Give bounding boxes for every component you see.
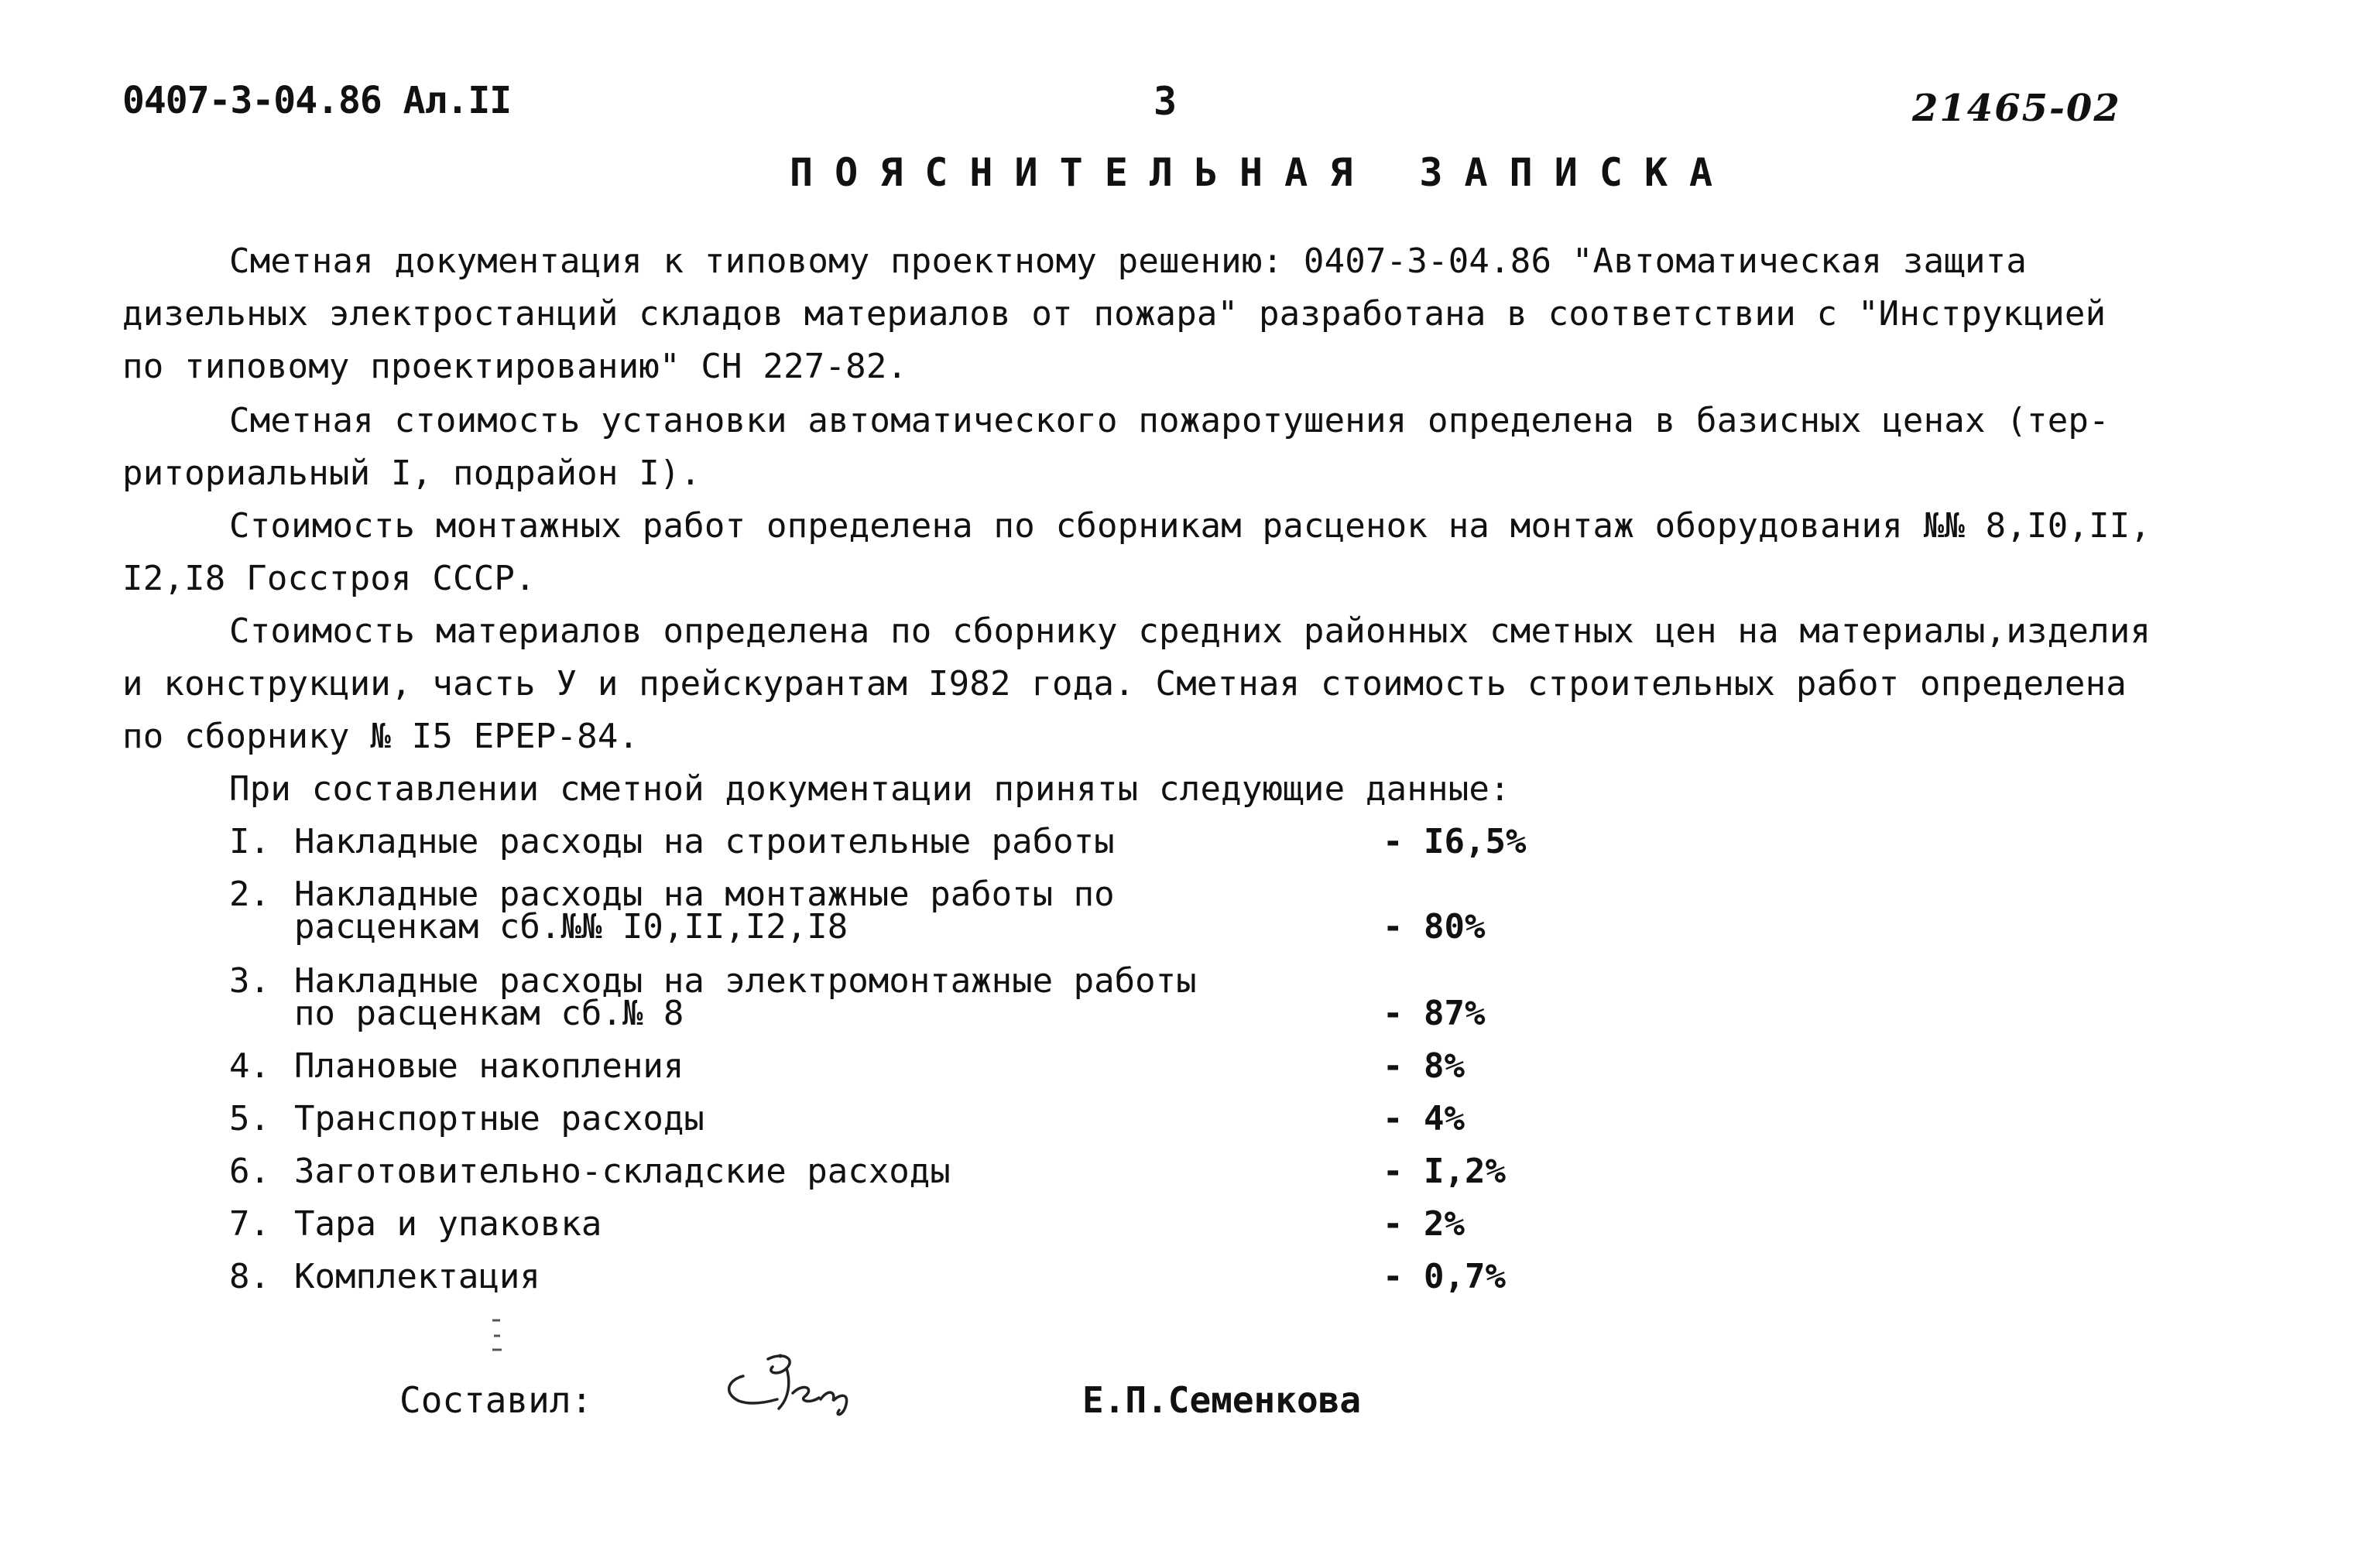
compiler-name: Е.П.Семенкова xyxy=(1082,1379,1362,1421)
paragraph-4-line-3: по сборнику № I5 ЕРЕР-84. xyxy=(122,717,639,756)
list-item-value: - 2% xyxy=(1383,1204,1465,1244)
document-title: ПОЯСНИТЕЛЬНАЯ ЗАПИСКА xyxy=(790,150,1735,195)
list-item-text: Накладные расходы на электромонтажные работы xyxy=(294,961,1197,1001)
list-item-text-continuation: по расценкам сб.№ 8 xyxy=(294,994,684,1033)
archive-number: 21465-02 xyxy=(1912,87,2121,130)
list-item-number: 7. xyxy=(229,1204,270,1244)
compiled-by-label: Составил: xyxy=(399,1379,593,1421)
list-item-value: - 4% xyxy=(1383,1099,1465,1138)
list-item-value: - 0,7% xyxy=(1383,1257,1506,1296)
list-item-value: - 80% xyxy=(1383,907,1486,947)
list-item-value: - I6,5% xyxy=(1383,822,1527,861)
paragraph-2-line-1: Сметная стоимость установки автоматического пожаротушения определена в базисных ценах (тер- xyxy=(229,401,2110,440)
list-item xyxy=(229,1099,1545,1145)
list-item-text: Накладные расходы на строительные работы xyxy=(294,822,1115,861)
list-item xyxy=(229,875,1545,952)
list-item-text: Накладные расходы на монтажные работы по xyxy=(294,875,1115,914)
paragraph-1-line-2: дизельных электростанций складов материалов от пожара" разработана в соответствии с "Инструкцией xyxy=(122,294,2106,334)
list-item-number: 8. xyxy=(229,1257,270,1296)
handwritten-signature xyxy=(712,1345,906,1422)
document-code: 0407-3-04.86 Ал.II xyxy=(122,79,512,122)
list-item xyxy=(229,822,1545,868)
list-item-text: Тара и упаковка xyxy=(294,1204,602,1244)
list-item-text: Комплектация xyxy=(294,1257,540,1296)
scan-mark xyxy=(489,1316,505,1354)
list-item-text: Заготовительно-складские расходы xyxy=(294,1152,951,1191)
list-item xyxy=(229,961,1545,1039)
paragraph-2-line-2: риториальный I, подрайон I). xyxy=(122,454,701,493)
list-item-text: Плановые накопления xyxy=(294,1046,684,1086)
list-item xyxy=(229,1152,1545,1198)
list-item xyxy=(229,1046,1545,1093)
paragraph-3-line-1: Стоимость монтажных работ определена по сборникам расценок на монтаж оборудования №№ 8,I0,II, xyxy=(229,506,2151,546)
page-number: 3 xyxy=(1154,79,1178,124)
list-item-value: - 8% xyxy=(1383,1046,1465,1086)
paragraph-3-line-2: I2,I8 Госстроя СССР. xyxy=(122,559,536,598)
list-item-number: 4. xyxy=(229,1046,270,1086)
paragraph-4-line-1: Стоимость материалов определена по сборнику средних районных сметных цен на материалы,изделия xyxy=(229,611,2151,651)
list-item-value: - 87% xyxy=(1383,994,1486,1033)
list-item-value: - I,2% xyxy=(1383,1152,1506,1191)
list-item-number: 6. xyxy=(229,1152,270,1191)
paragraph-5-line-1: При составлении сметной документации приняты следующие данные: xyxy=(229,769,1510,809)
list-item-number: 2. xyxy=(229,875,270,914)
paragraph-4-line-2: и конструкции, часть У и прейскурантам I982 года. Сметная стоимость строительных работ определена xyxy=(122,664,2127,704)
list-item-number: 3. xyxy=(229,961,270,1001)
list-item-text: Транспортные расходы xyxy=(294,1099,704,1138)
list-item-text-continuation: расценкам сб.№№ I0,II,I2,I8 xyxy=(294,907,848,947)
list-item xyxy=(229,1204,1545,1251)
list-item xyxy=(229,1257,1545,1303)
list-item-number: I. xyxy=(229,822,270,861)
paragraph-1-line-1: Сметная документация к типовому проектному решению: 0407-3-04.86 "Автоматическая защита xyxy=(229,241,2028,281)
paragraph-1-line-3: по типовому проектированию" СН 227-82. xyxy=(122,347,908,386)
list-item-number: 5. xyxy=(229,1099,270,1138)
